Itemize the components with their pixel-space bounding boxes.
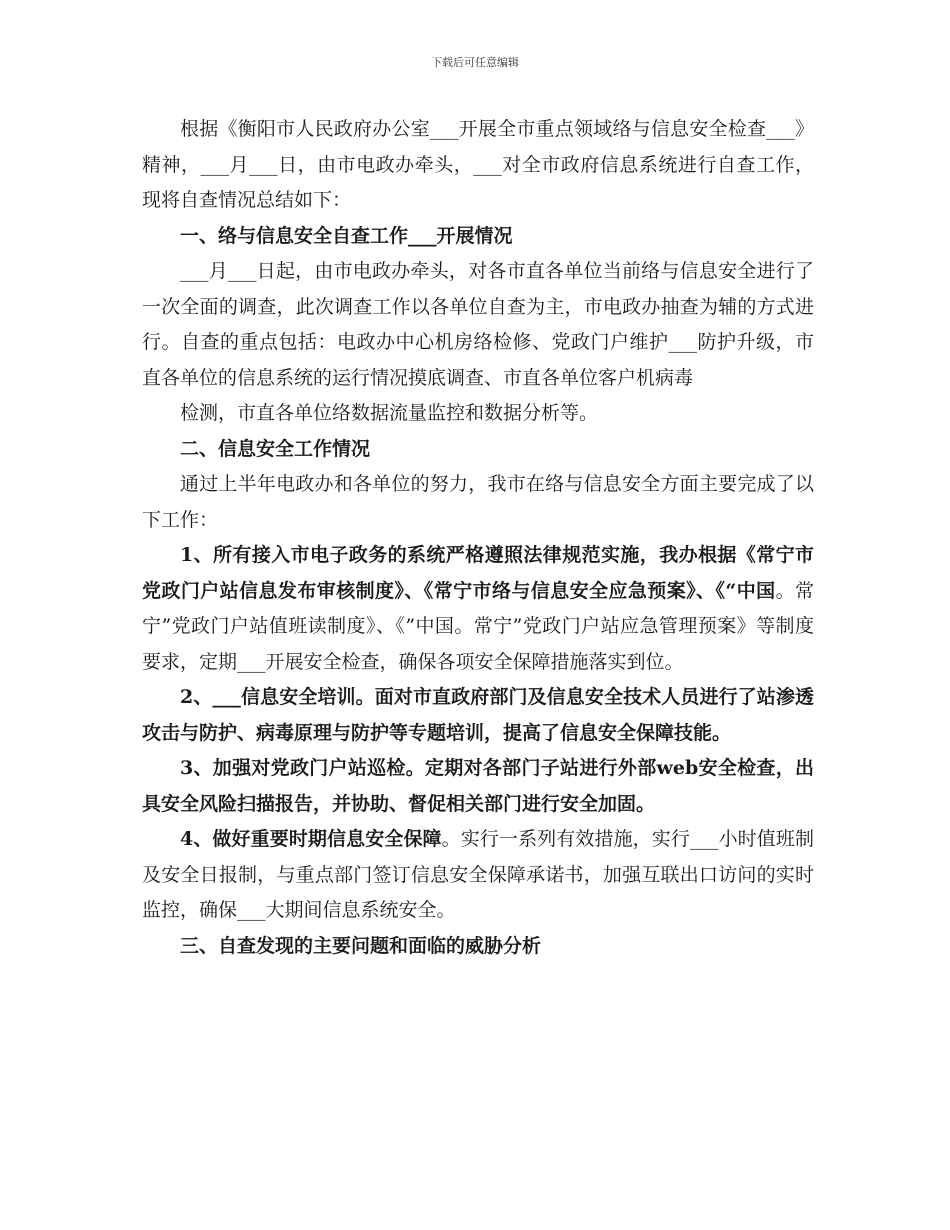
- item-3: 3、加强对党政门户站巡检。定期对各部门子站进行外部web安全检查，出具安全风险扫描报告，并协助、督促相关部门进行安全加固。: [142, 757, 814, 815]
- item-1-bold: 1、所有接入市电子政务的系统严格遵照法律规范实施，我办根据《常宁市党政门户站信息发布审核制度》、《常宁市络与信息安全应急预案》、《“中国: [142, 544, 814, 602]
- item-4-bold: 4、做好重要时期信息安全保障: [180, 828, 442, 850]
- page-header-note: 下载后可任意编辑: [431, 56, 519, 69]
- section3-heading: 三、自查发现的主要问题和面临的威胁分析: [180, 934, 542, 957]
- section1-paragraph: ___月___日起，由市电政办牵头，对各市直各单位当前络与信息安全进行了一次全面的调查，此次调查工作以各单位自查为主，市电政办抽查为辅的方式进行。自查的重点包括：电政办中心机房络检修、党政门户维护___防护升级，市直各单位的信息系统的运行情况摸底调查、市直各单位客户机病毒: [142, 260, 814, 389]
- item-2: 2、___信息安全培训。面对市直政府部门及信息安全技术人员进行了站渗透攻击与防护、病毒原理与防护等专题培训，提高了信息安全保障技能。: [142, 686, 814, 744]
- section2-intro: 通过上半年电政办和各单位的努力，我市在络与信息安全方面主要完成了以下工作：: [142, 473, 814, 531]
- item-4: [142, 822, 814, 929]
- intro-paragraph: 根据《衡阳市人民政府办公室___开展全市重点领域络与信息安全检查___》精神，___月___日，由市电政办牵头，___对全市政府信息系统进行自查工作，现将自查情况总结如下：: [142, 118, 814, 211]
- document-body: [142, 112, 814, 964]
- section1-heading: 一、络与信息安全自查工作___开展情况: [180, 224, 513, 247]
- section2-heading: 二、信息安全工作情况: [180, 437, 371, 460]
- item-1-rest: 。常宁”党政门户站值班读制度》、《”中国。常宁”党政门户站应急管理预案》等制度要求，定期___开展安全检查，确保各项安全保障措施落实到位。: [142, 579, 814, 673]
- section1-paragraph-continued: 检测，市直各单位络数据流量监控和数据分析等。: [180, 402, 599, 424]
- item-1: [142, 538, 814, 680]
- item-4-rest: 。实行一系列有效措施，实行___小时值班制及安全日报制，与重点部门签订信息安全保障承诺书，加强互联出口访问的实时监控，确保___大期间信息系统安全。: [142, 828, 814, 921]
